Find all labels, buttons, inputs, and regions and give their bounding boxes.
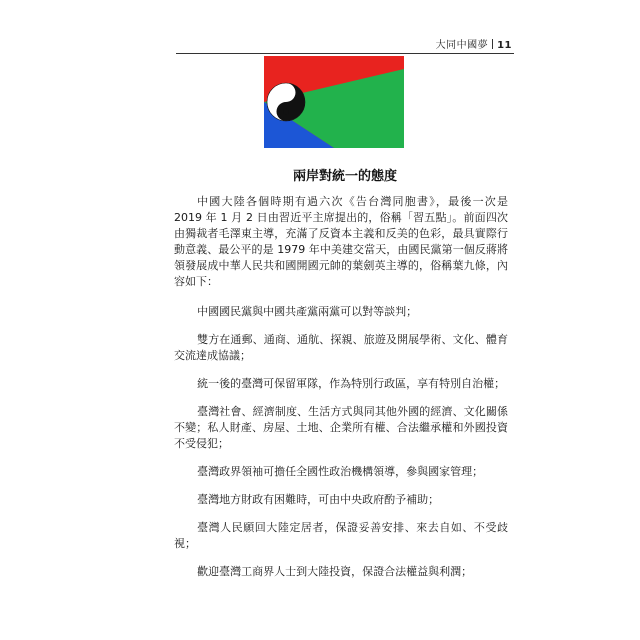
list-item: 中國國民黨與中國共產黨兩黨可以對等談判； — [197, 305, 418, 318]
list-item: 臺灣社會、經濟制度、生活方式與同其他外國的經濟、文化關係不變；私人財產、房屋、土地、企業所有權、合法繼承權和外國投資不受侵犯； — [174, 405, 508, 450]
article-title: 兩岸對統一的態度 — [292, 169, 397, 184]
page-number: 11 — [497, 40, 512, 51]
list-item: 臺灣地方財政有困難時，可由中央政府酌予補助； — [197, 493, 440, 506]
list-item: 雙方在通郵、通商、通航、探親、旅遊及開展學術、文化、體育交流達成協議； — [174, 333, 508, 362]
running-title: 大同中國夢 — [435, 40, 489, 51]
running-header — [176, 34, 514, 54]
list-item: 臺灣政界領袖可擔任全國性政治機構領導，參與國家管理； — [197, 465, 484, 478]
list-item: 臺灣人民願回大陸定居者，保證妥善安排、來去自如、不受歧視； — [174, 521, 508, 550]
intro-paragraph: 中國大陸各個時期有過六次《告台灣同胞書》，最後一次是 2019 年 1 月 2 日由習近平主席提出的，俗稱「習五點」。前面四次由獨裁者毛澤東主導，充滿了反資本主義和反美的色彩，最具實際行動意義、最公平的是 1979 年中美建交當天，由國民黨第一個反蔣將領發展成中華人民共和國開國元帥的葉劍英主導的，俗稱葉九條，內容如下： — [174, 195, 508, 288]
flag-illustration — [264, 56, 404, 148]
list-item: 統一後的臺灣可保留軍隊，作為特別行政區，享有特別自治權； — [197, 377, 506, 390]
yin-yang-icon — [267, 83, 305, 121]
header-separator — [492, 39, 493, 49]
article-body — [174, 194, 508, 592]
header-text — [436, 36, 512, 51]
header-rule — [176, 53, 514, 54]
list-item: 歡迎臺灣工商界人士到大陸投資，保證合法權益與利潤； — [197, 565, 473, 578]
